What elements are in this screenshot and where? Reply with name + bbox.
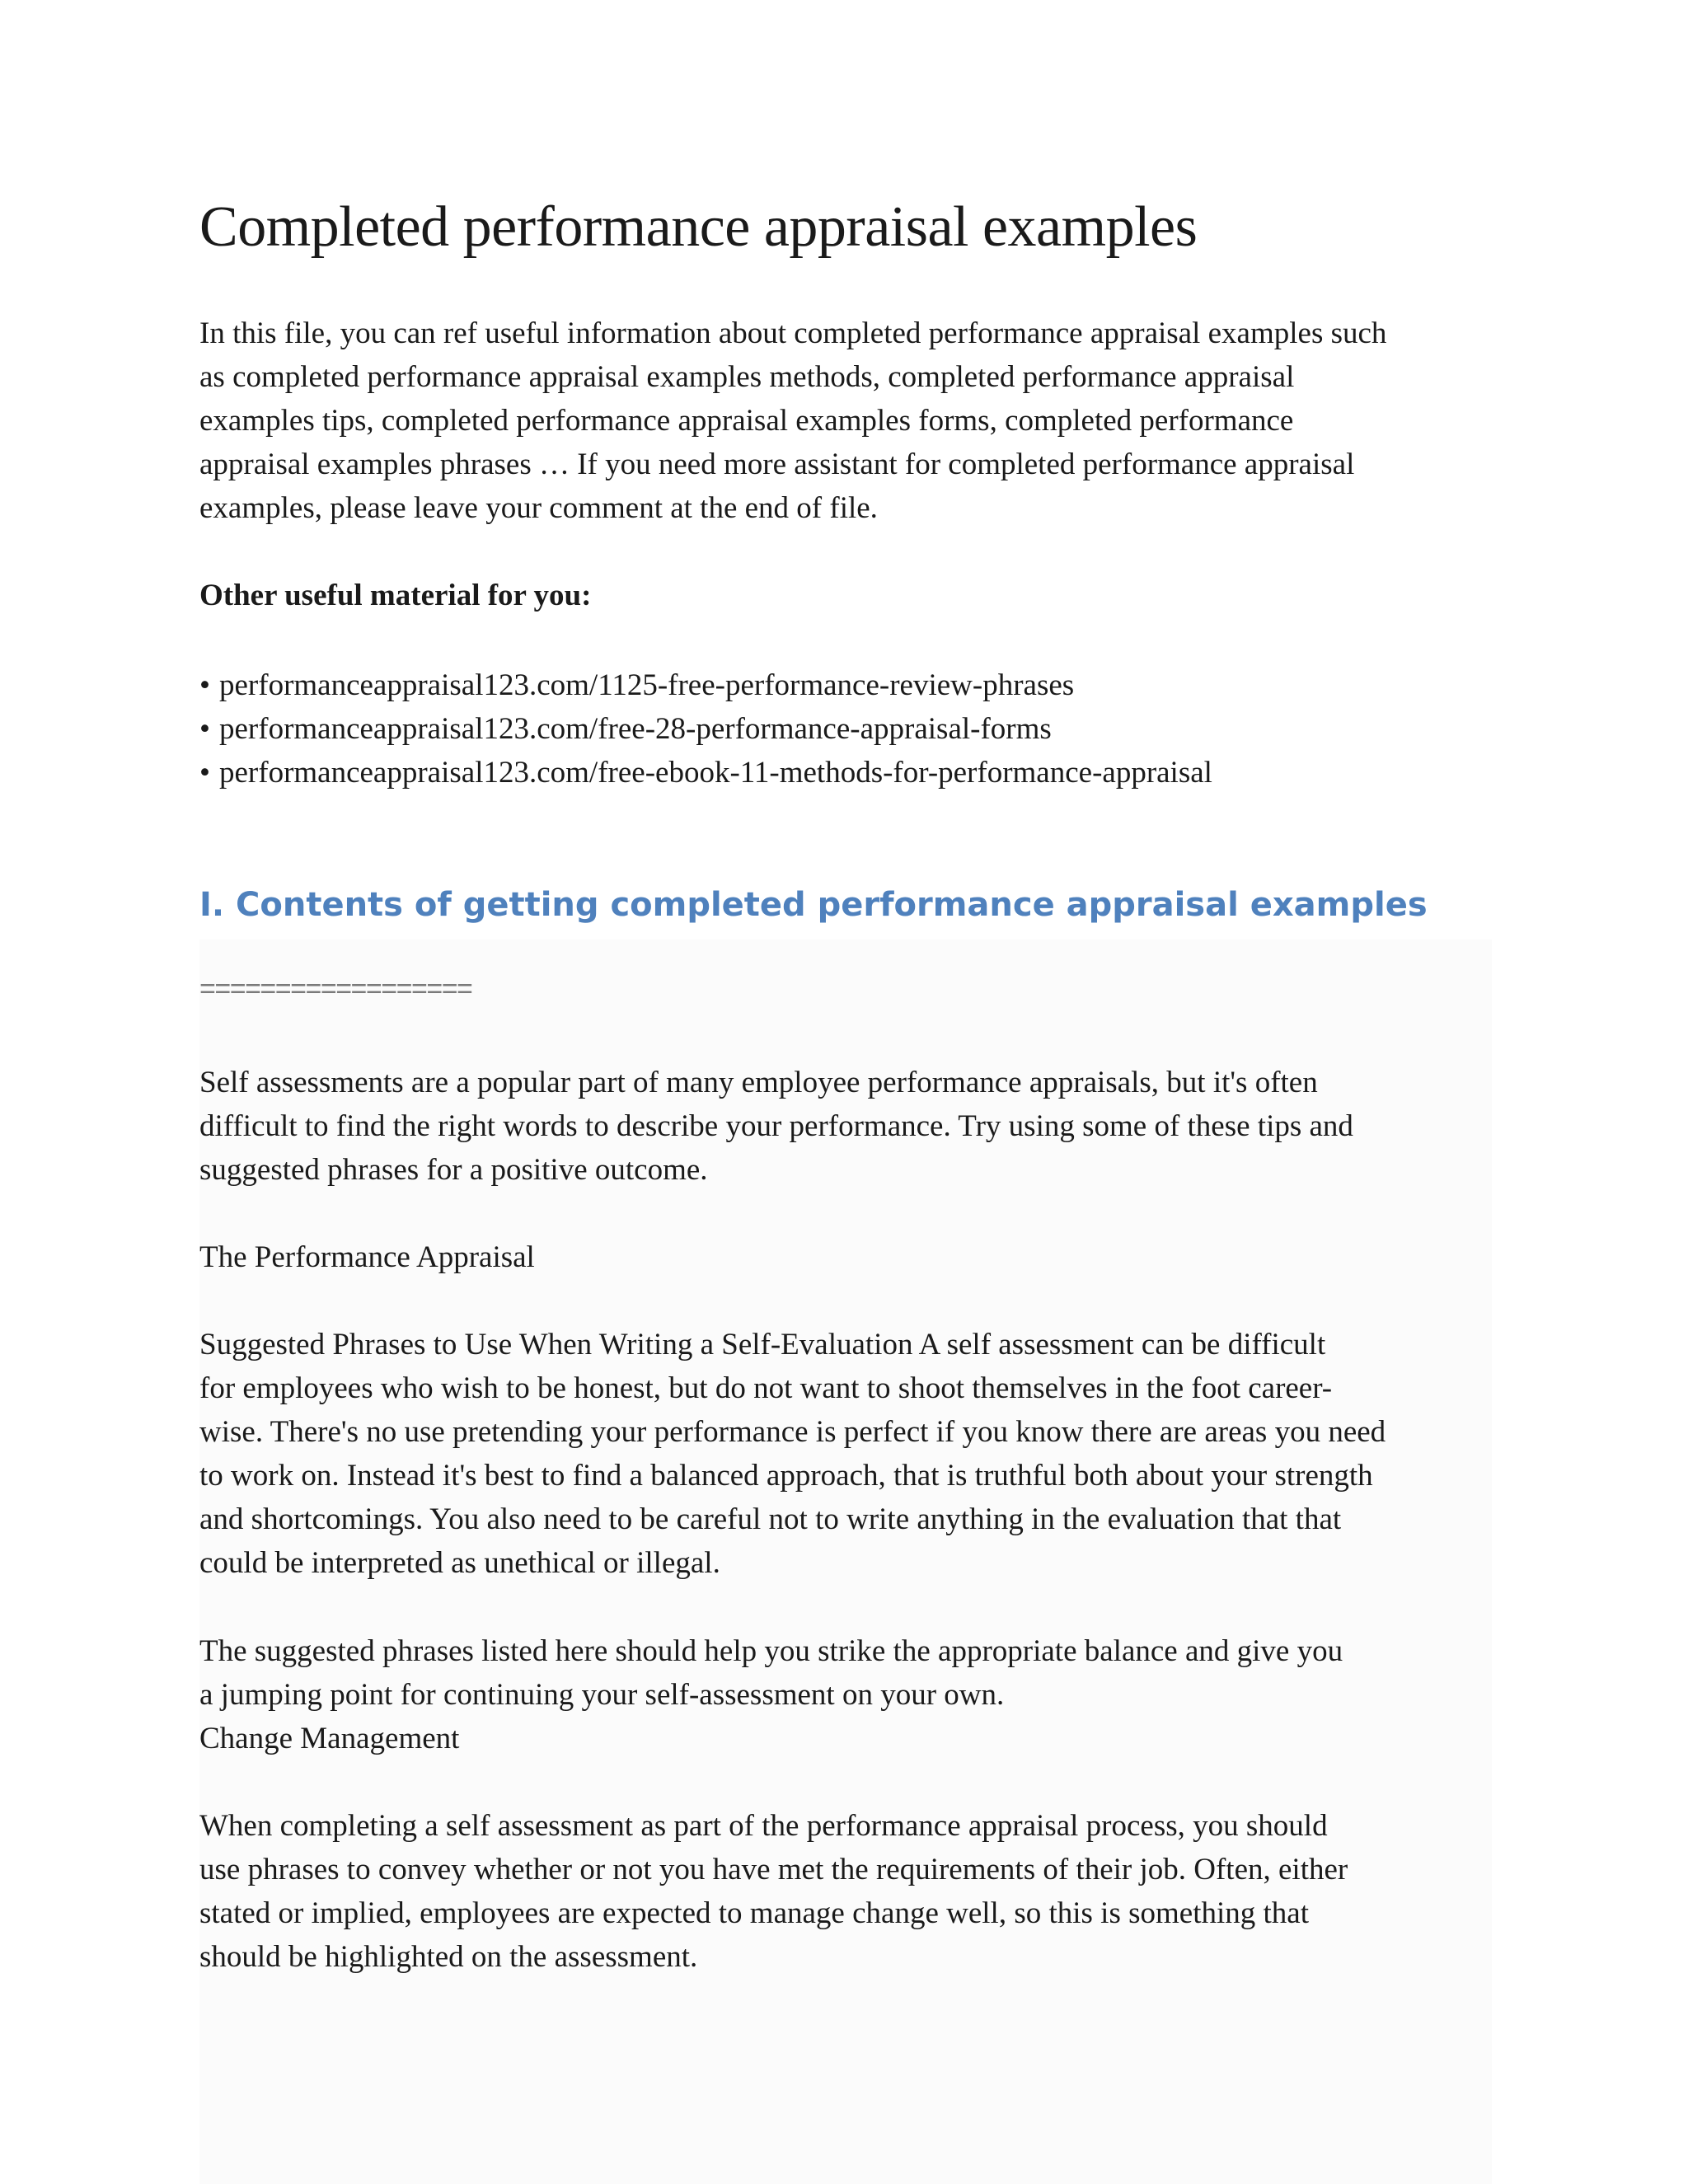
section-heading: I. Contents of getting completed performance appraisal examples — [199, 886, 1428, 924]
body-paragraph: Self assessments are a popular part of many employee performance appraisals, but it's often difficult to find the right words to describe your performance. Try using some of these tips and suggested phrases for a positive outcome. — [199, 1066, 1353, 1187]
body-paragraph: Suggested Phrases to Use When Writing a Self-Evaluation A self assessment can be difficult for employees who wish to be honest, but do not want to shoot themselves in the foot career- wise. There's no use pretending your performance is perfect if you know there are areas you need to work on. Instead it's best to find a balanced approach, that is truthful both about your strength and shortcomings. You also need to be careful not to write anything in the evaluation that that could be interpreted as unethical or illegal. — [199, 1328, 1386, 1580]
useful-links-list — [199, 663, 1212, 794]
body-paragraph: The suggested phrases listed here should help you strike the appropriate balance and give you a jumping point for continuing your self-assessment on your own. — [199, 1634, 1343, 1712]
bullet-icon: • — [199, 756, 210, 790]
other-material-heading: Other useful material for you: — [199, 579, 592, 612]
bullet-icon: • — [199, 712, 210, 746]
document-title: Completed performance appraisal examples — [199, 195, 1198, 259]
list-item — [199, 707, 1212, 751]
list-item — [199, 751, 1212, 794]
bullet-icon: • — [199, 668, 210, 702]
link-text[interactable]: performanceappraisal123.com/free-28-performance-appraisal-forms — [219, 712, 1052, 746]
list-item — [199, 663, 1212, 707]
link-text[interactable]: performanceappraisal123.com/1125-free-performance-review-phrases — [219, 668, 1075, 702]
subheading-change-management: Change Management — [199, 1722, 460, 1755]
link-text[interactable]: performanceappraisal123.com/free-ebook-11-methods-for-performance-appraisal — [219, 756, 1212, 790]
intro-paragraph: In this file, you can ref useful information about completed performance appraisal examples such as completed performance appraisal examples methods, completed performance appraisal examples tips, completed performance appraisal examples forms, completed performance appraisal examples phrases … If you need more assistant for completed performance appraisal examples, please leave your comment at the end of file. — [199, 316, 1387, 525]
subheading-performance-appraisal: The Performance Appraisal — [199, 1240, 535, 1274]
body-paragraph: When completing a self assessment as part of the performance appraisal process, you should use phrases to convey whether or not you have met the requirements of their job. Often, either stated or implied, employees are expected to manage change well, so this is something that should be highlighted on the assessment. — [199, 1809, 1348, 1974]
separator-line: ================== — [199, 973, 472, 1005]
